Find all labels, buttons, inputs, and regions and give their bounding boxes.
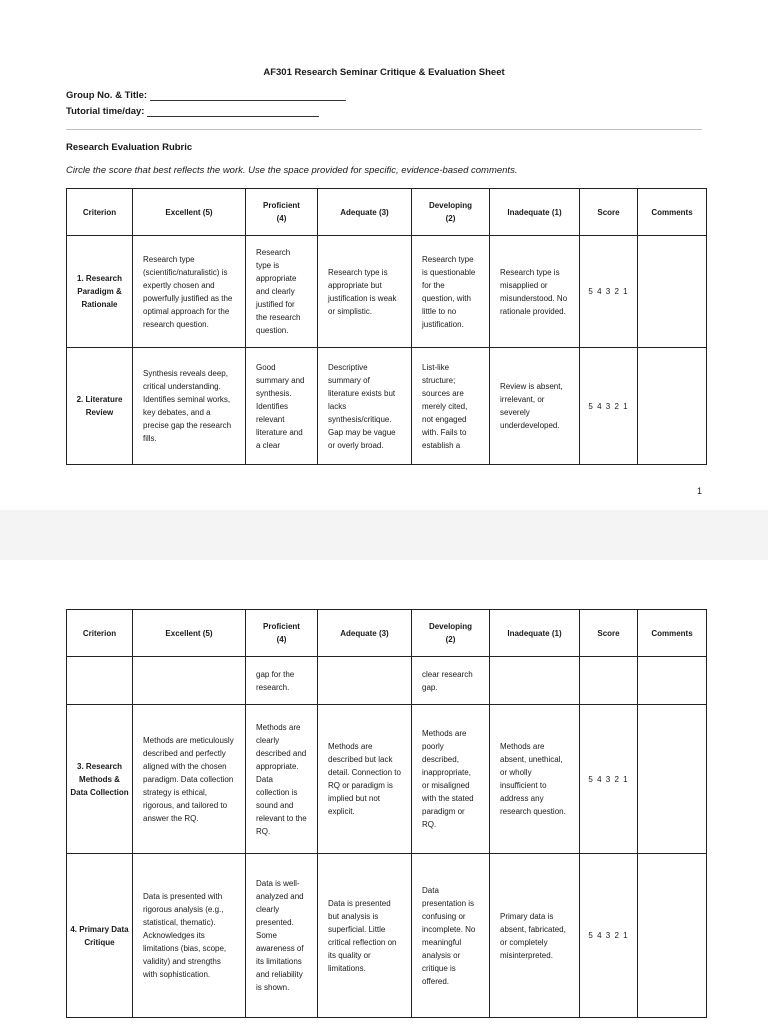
developing-cell: Data presentation is confusing or incomplete. No meaningful analysis or critique is offered.: [412, 854, 490, 1018]
rubric-table-page2: [66, 609, 707, 1018]
col-comments: Comments: [638, 189, 707, 236]
page-gap: [0, 510, 768, 560]
developing-cell: List-like structure; sources are merely cited, not engaged with. Fails to establish a: [412, 348, 490, 465]
adequate-cell: Data is presented but analysis is superficial. Little critical reflection on its quality or limitations.: [318, 854, 412, 1018]
col-developing-line1: Developing: [428, 622, 473, 631]
col-proficient: [246, 610, 318, 657]
score-options[interactable]: 5 4 3 2 1: [580, 854, 638, 1018]
col-proficient-line2: (4): [276, 214, 287, 223]
inadequate-cell: Primary data is absent, fabricated, or completely misinterpreted.: [490, 854, 580, 1018]
comments-cell[interactable]: [638, 348, 707, 465]
rubric-instructions: Circle the score that best reflects the work. Use the space provided for specific, evidence-based comments.: [66, 165, 518, 176]
page-number: 1: [697, 486, 703, 496]
tutorial-field: [66, 106, 319, 117]
proficient-cell: Data is well-analyzed and clearly presented. Some awareness of its limitations and reliability is shown.: [246, 854, 318, 1018]
proficient-cell: gap for the research.: [246, 657, 318, 705]
col-developing: [412, 610, 490, 657]
criterion-cell: 4. Primary Data Critique: [67, 854, 133, 1018]
col-excellent: Excellent (5): [133, 610, 246, 657]
col-adequate: Adequate (3): [318, 189, 412, 236]
page-one: [0, 0, 768, 510]
comments-cell[interactable]: [638, 236, 707, 348]
tutorial-blank-line[interactable]: [147, 107, 319, 117]
inadequate-cell: Methods are absent, unethical, or wholly insufficient to address any research question.: [490, 705, 580, 854]
group-blank-line[interactable]: [150, 91, 346, 101]
col-inadequate: Inadequate (1): [490, 189, 580, 236]
developing-cell: clear research gap.: [412, 657, 490, 705]
developing-cell: Research type is questionable for the question, with little to no justification.: [412, 236, 490, 348]
col-developing-line2: (2): [445, 214, 456, 223]
continuation-row: [67, 657, 707, 705]
inadequate-cell: Research type is misapplied or misunderstood. No rationale provided.: [490, 236, 580, 348]
table-row: [67, 854, 707, 1018]
score-cell: [580, 657, 638, 705]
proficient-cell: Research type is appropriate and clearly justified for the research question.: [246, 236, 318, 348]
col-developing: [412, 189, 490, 236]
rubric-heading: Research Evaluation Rubric: [66, 142, 193, 153]
excellent-cell: Methods are meticulously described and perfectly aligned with the chosen paradigm. Data collection strategy is ethical, rigorous, and tailored to answer the RQ.: [133, 705, 246, 854]
rubric-table-page1: [66, 188, 707, 465]
header-row: [67, 189, 707, 236]
group-label: Group No. & Title:: [66, 90, 148, 101]
excellent-cell: [133, 657, 246, 705]
page-two: [0, 560, 768, 1024]
col-score: Score: [580, 189, 638, 236]
col-criterion: Criterion: [67, 610, 133, 657]
excellent-cell: Synthesis reveals deep, critical understanding. Identifies seminal works, key debates, and a precise gap the research fills.: [133, 348, 246, 465]
header-row: [67, 610, 707, 657]
inadequate-cell: [490, 657, 580, 705]
col-proficient-line1: Proficient: [263, 201, 300, 210]
criterion-cell: 3. Research Methods & Data Collection: [67, 705, 133, 854]
score-options[interactable]: 5 4 3 2 1: [580, 705, 638, 854]
col-developing-line1: Developing: [428, 201, 473, 210]
table-row: [67, 236, 707, 348]
col-excellent: Excellent (5): [133, 189, 246, 236]
col-proficient-line1: Proficient: [263, 622, 300, 631]
col-comments: Comments: [638, 610, 707, 657]
excellent-cell: Research type (scientific/naturalistic) is expertly chosen and powerfully justified as the optimal approach for the research question.: [133, 236, 246, 348]
comments-cell[interactable]: [638, 705, 707, 854]
comments-cell[interactable]: [638, 657, 707, 705]
adequate-cell: Research type is appropriate but justification is weak or simplistic.: [318, 236, 412, 348]
col-criterion: Criterion: [67, 189, 133, 236]
document-title: AF301 Research Seminar Critique & Evaluation Sheet: [263, 67, 505, 78]
col-adequate: Adequate (3): [318, 610, 412, 657]
developing-cell: Methods are poorly described, inappropriate, or misaligned with the stated paradigm or RQ.: [412, 705, 490, 854]
col-proficient: [246, 189, 318, 236]
inadequate-cell: Review is absent, irrelevant, or severely underdeveloped.: [490, 348, 580, 465]
col-inadequate: Inadequate (1): [490, 610, 580, 657]
score-options[interactable]: 5 4 3 2 1: [580, 236, 638, 348]
divider: [66, 129, 702, 130]
col-proficient-line2: (4): [276, 635, 287, 644]
criterion-cell: 1. Research Paradigm & Rationale: [67, 236, 133, 348]
score-options[interactable]: 5 4 3 2 1: [580, 348, 638, 465]
excellent-cell: Data is presented with rigorous analysis (e.g., statistical, thematic). Acknowledges its limitations (bias, scope, validity) and strengths with sophistication.: [133, 854, 246, 1018]
table-row: [67, 348, 707, 465]
criterion-cell: [67, 657, 133, 705]
table-row: [67, 705, 707, 854]
criterion-cell: 2. Literature Review: [67, 348, 133, 465]
comments-cell[interactable]: [638, 854, 707, 1018]
adequate-cell: Descriptive summary of literature exists but lacks synthesis/critique. Gap may be vague or overly broad.: [318, 348, 412, 465]
proficient-cell: Methods are clearly described and appropriate. Data collection is sound and relevant to the RQ.: [246, 705, 318, 854]
group-field: [66, 90, 346, 101]
proficient-cell: Good summary and synthesis. Identifies relevant literature and a clear: [246, 348, 318, 465]
tutorial-label: Tutorial time/day:: [66, 106, 145, 117]
col-score: Score: [580, 610, 638, 657]
adequate-cell: Methods are described but lack detail. Connection to RQ or paradigm is implied but not explicit.: [318, 705, 412, 854]
adequate-cell: [318, 657, 412, 705]
col-developing-line2: (2): [445, 635, 456, 644]
